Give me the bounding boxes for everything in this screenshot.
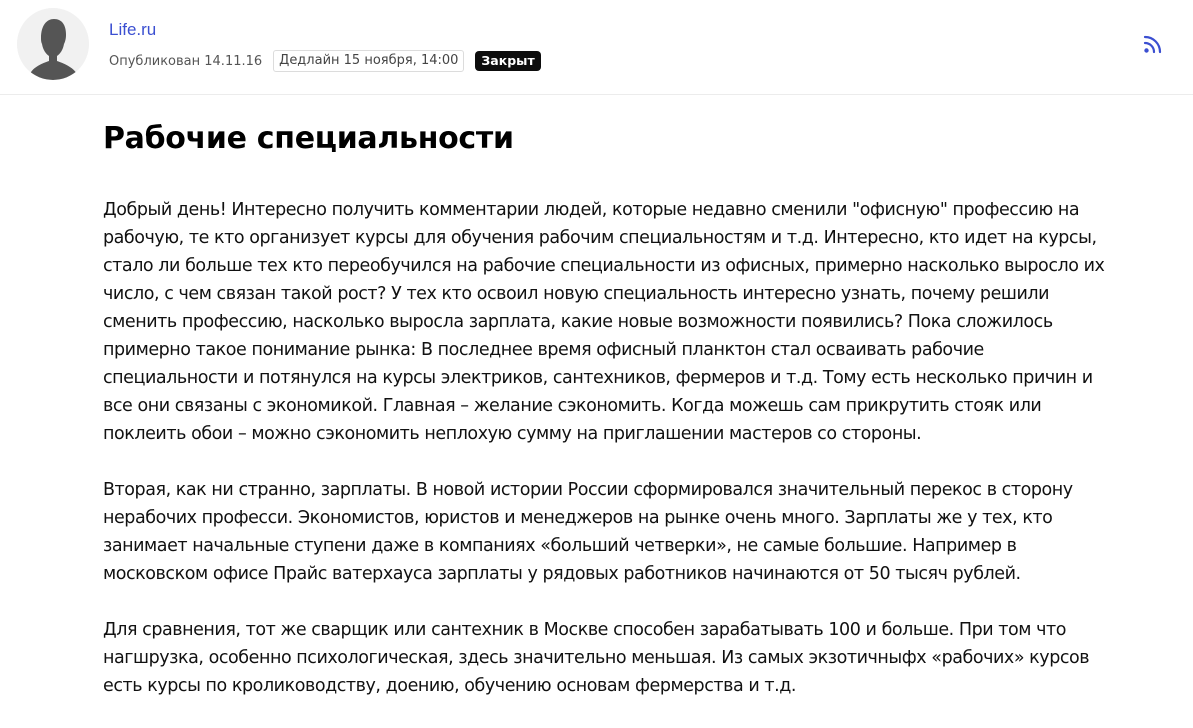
user-silhouette-icon[interactable] [17, 8, 89, 80]
page-title: Рабочие специальности [103, 121, 514, 156]
deadline-tag: Дедлайн 15 ноября, 14:00 [273, 50, 464, 72]
article-paragraph: Вторая, как ни странно, зарплаты. В новой истории России сформировался значительный перекос в сторону нерабочих професси. Экономистов, юристов и менеджеров на рынке очень много. Зарплаты же у тех, кто занимает начальные ступени даже в компаниях «больший четверки», не самые большие. Например в московском офисе Прайс ватерхауса зарплаты у рядовых работников начинаются от 50 тысяч рублей. [103, 480, 1073, 584]
rss-icon[interactable] [1143, 34, 1163, 54]
article-paragraph: Добрый день! Интересно получить комментарии людей, которые недавно сменили "офисную" профессию на рабочую, те кто организует курсы для обучения рабочим специальностям и т.д. Интересно, кто идет на курсы, стало ли больше тех кто переобучился на рабочие специальности из офисных, примерно насколько выросло их число, с чем связан такой рост? У тех кто освоил новую специальность интересно узнать, почему решили сменить профессию, насколько выросла зарплата, какие новые возможности появились? Пока сложилось примерно такое понимание рынка: В последнее время офисный планктон стал осваивать рабочие специальности и потянулся на курсы электриков, сантехников, фермеров и т.д. Тому есть несколько причин и все они связаны с экономикой. Главная – желание сэкономить. Когда можешь сам прикрутить стояк или поклеить обои – можно сэкономить неплохую сумму на приглашении мастеров со стороны. [103, 200, 1105, 444]
request-meta [109, 50, 541, 72]
source-name-link[interactable]: Life.ru [109, 20, 157, 39]
published-date: Опубликован 14.11.16 [109, 53, 263, 69]
article-body [103, 196, 1113, 728]
article-paragraph: Для сравнения, тот же сварщик или сантехник в Москве способен зарабатывать 100 и больше. При том что нагшрузка, особенно психологическая, здесь значительно меньшая. Из самых экзотичныфх «рабочих» курсов есть курсы по кролиководству, доению, обучению основам фермерства и т.д. [103, 620, 1090, 696]
request-header [0, 0, 1193, 95]
status-badge: Закрыт [475, 51, 540, 71]
